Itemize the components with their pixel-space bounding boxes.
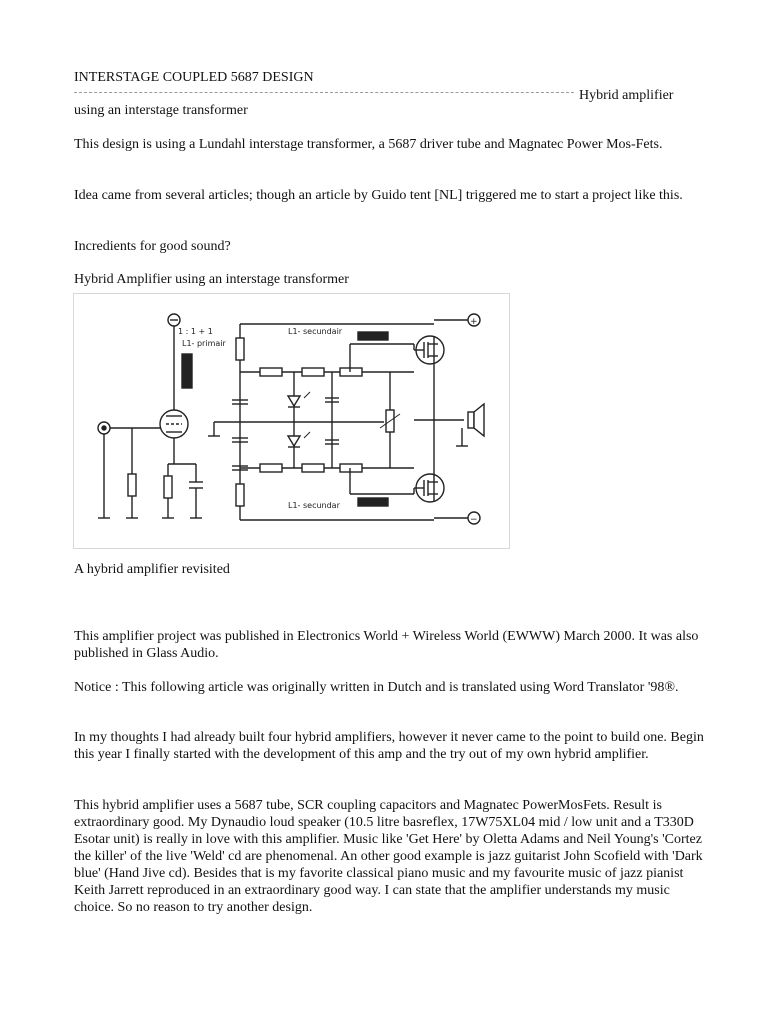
primary-label: L1- primair	[182, 339, 226, 348]
primary-transformer	[182, 354, 192, 388]
upper-rail-resistor	[236, 338, 244, 360]
subtitle-right: Hybrid amplifier	[579, 88, 674, 103]
svg-text:+: +	[470, 317, 478, 327]
supply-terminal-icon	[168, 314, 180, 326]
tube-5687-icon	[160, 410, 188, 438]
plus-terminal-icon	[468, 314, 480, 327]
bias-resistor	[236, 484, 244, 506]
secondary-top-label: L1- secundair	[288, 327, 343, 336]
subtitle-continuation: using an interstage transformer	[74, 103, 248, 118]
upper-resistor-2	[302, 368, 324, 376]
paragraph-description: This hybrid amplifier uses a 5687 tube, SCR coupling capacitors and Magnatec PowerMosFets. Result is extraordinary good. My Dynaudio loud speaker (10.5 litre basreflex, 17W75XL04 mid / low unit and a T330D Esotar unit) is really in love with this amplifier. Music like 'Get Here' by Oletta Adams and Neil Young's 'Cortez the killer' of the live 'Weld' cd are phenomenal. An other good example is jazz guitarist John Scofield with 'Dark blue' (Hand Jive cd). Besides that is my favorite classical piano music and my favourite music of jazz pianist Keith Jarrett reproduced in an extraordinary good way. I can state that the amplifier understands my music choice. So no reason to try another design.	[74, 798, 703, 915]
paragraph-publication: This amplifier project was published in Electronics World + Wireless World (EWWW) March 2000. It was also published in Glass Audio.	[74, 629, 699, 661]
lower-resistor-2	[302, 464, 324, 472]
speaker-icon	[468, 404, 484, 436]
svg-text:−: −	[470, 515, 478, 525]
schematic-figure	[73, 293, 510, 549]
paragraph-idea: Idea came from several articles; though an article by Guido tent [NL] triggered me to start a project like this.	[74, 188, 683, 203]
paragraph-ingredients: Incredients for good sound?	[74, 239, 231, 254]
grid-resistor	[128, 474, 136, 496]
upper-resistor-3	[340, 368, 362, 376]
lower-led-icon	[288, 436, 300, 446]
dashed-separator	[74, 92, 574, 93]
cathode-resistor	[164, 476, 172, 498]
secondary-bottom-label: L1- secundar	[288, 501, 340, 510]
lower-resistor-3	[340, 464, 362, 472]
minus-terminal-icon	[468, 512, 480, 525]
paragraph-thoughts: In my thoughts I had already built four hybrid amplifiers, however it never came to the point to build one. Begin this year I finally started with the development of this amp and the try out of my own hybrid amplifier.	[74, 730, 704, 762]
upper-resistor-1	[260, 368, 282, 376]
figure-heading: Hybrid Amplifier using an interstage transformer	[74, 272, 349, 287]
lower-secondary-winding	[358, 498, 388, 506]
ratio-label: 1 : 1 + 1	[178, 327, 213, 336]
input-jack-icon	[98, 422, 110, 434]
figure-caption: A hybrid amplifier revisited	[74, 562, 230, 577]
upper-led-icon	[288, 396, 300, 406]
lower-resistor-1	[260, 464, 282, 472]
paragraph-design: This design is using a Lundahl interstage transformer, a 5687 driver tube and Magnatec Power Mos-Fets.	[74, 137, 663, 152]
amplifier-schematic	[74, 294, 509, 548]
paragraph-notice: Notice : This following article was originally written in Dutch and is translated using Word Translator '98®.	[74, 680, 679, 695]
upper-secondary-winding	[358, 332, 388, 340]
document-title: INTERSTAGE COUPLED 5687 DESIGN	[74, 70, 314, 85]
